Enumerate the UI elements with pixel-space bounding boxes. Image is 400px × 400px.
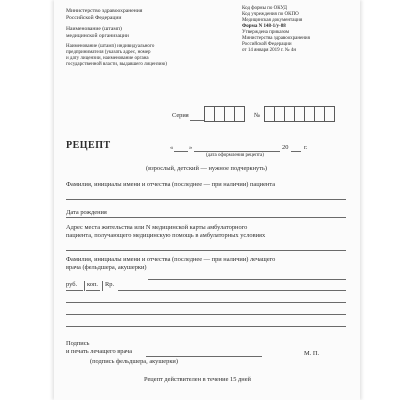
entrepreneur-line: предпринимателя (указать адрес, номер [66, 50, 151, 55]
patient-type: (взрослый, детский — нужное подчеркнуть) [146, 165, 268, 172]
org-line: медицинской организации [66, 32, 129, 39]
rub-divider [84, 281, 85, 291]
doctor-name-label-line: Фамилия, инициалы имени и отчества (последнее — при наличии) лечащего [66, 256, 276, 263]
form-code-block [242, 6, 354, 54]
ministry-line: Министерство здравоохранения [66, 8, 143, 14]
org-block [66, 26, 206, 39]
number-box[interactable] [324, 106, 335, 122]
prescription-line[interactable] [66, 302, 346, 303]
ministry-block [66, 8, 206, 21]
stamp-label: М. П. [304, 350, 320, 357]
address-label-line: Адрес места жительства или N медицинской карты амбулаторного [66, 224, 248, 231]
series-line [190, 120, 204, 121]
kop-label: коп. [87, 281, 98, 288]
birth-date-line[interactable] [66, 217, 346, 218]
signature-line[interactable] [146, 356, 262, 357]
form-title: РЕЦЕПТ [66, 140, 111, 151]
form-code-line: Утверждена приказом [242, 30, 290, 35]
ministry-line: Российской Федерации [66, 14, 122, 21]
validity-note: Рецепт действителен в течение 15 дней [144, 376, 251, 383]
date-year-prefix: 20 [282, 144, 289, 151]
date-year-abbr: г. [304, 144, 308, 151]
form-code-line: от 14 января 2019 г. № 4н [242, 48, 297, 53]
entrepreneur-line: государственной власти, выдавшего лицензию) [66, 62, 167, 67]
date-close-quote: » [189, 144, 193, 151]
date-day-line [174, 151, 188, 152]
prescription-line[interactable] [66, 314, 346, 315]
rub-line [66, 290, 83, 291]
signature-block [66, 340, 132, 356]
address-line[interactable] [66, 250, 346, 251]
rub-label: руб. [66, 281, 78, 288]
series-box[interactable] [234, 106, 245, 122]
doctor-name-label-line: врача (фельдшера, акушерки) [66, 264, 147, 271]
org-line: Наименование (штамп) [66, 26, 122, 32]
prescription-form [54, 0, 360, 400]
date-year-line [291, 151, 301, 152]
entrepreneur-line: и дату лицензии, наименование органа [66, 56, 149, 61]
entrepreneur-block [66, 44, 226, 68]
doctor-name-label [66, 256, 356, 272]
prescription-line[interactable] [66, 326, 346, 327]
date-caption: (дата оформления рецепта) [206, 153, 264, 158]
form-code-line: Форма N 148-1/у-88 [242, 24, 286, 29]
address-label [66, 224, 356, 240]
kop-line [86, 290, 100, 291]
form-code-line: Российской Федерации [242, 42, 292, 47]
patient-name-label: Фамилия, инициалы имени и отчества (последнее — при наличии) пациента [66, 181, 276, 188]
form-code-line: Код формы по ОКУД [242, 6, 287, 11]
date-month-line [194, 151, 280, 152]
address-label-line: пациента, получающего медицинскую помощь в амбулаторных условиях [66, 232, 266, 239]
rp-label: Rp. [105, 281, 115, 288]
series-label: Серия [172, 112, 189, 119]
kop-divider [102, 281, 103, 291]
birth-date-label: Дата рождения [66, 209, 107, 216]
signature-line-text: и печать лечащего врача [66, 348, 133, 355]
date-open-quote: « [170, 144, 174, 151]
number-sign: № [254, 112, 261, 119]
doctor-name-line[interactable] [148, 279, 346, 280]
patient-name-line[interactable] [66, 199, 346, 200]
form-code-line: Министерства здравоохранения [242, 36, 310, 41]
rp-line[interactable] [118, 290, 346, 291]
signature-line-text: Подпись [66, 340, 90, 347]
entrepreneur-line: Наименование (штамп) индивидуального [66, 44, 155, 49]
form-code-line: Код учреждения по ОКПО [242, 12, 299, 17]
signature-caption: (подпись фельдшера, акушерки) [90, 358, 178, 365]
form-code-line: Медицинская документация [242, 18, 303, 23]
